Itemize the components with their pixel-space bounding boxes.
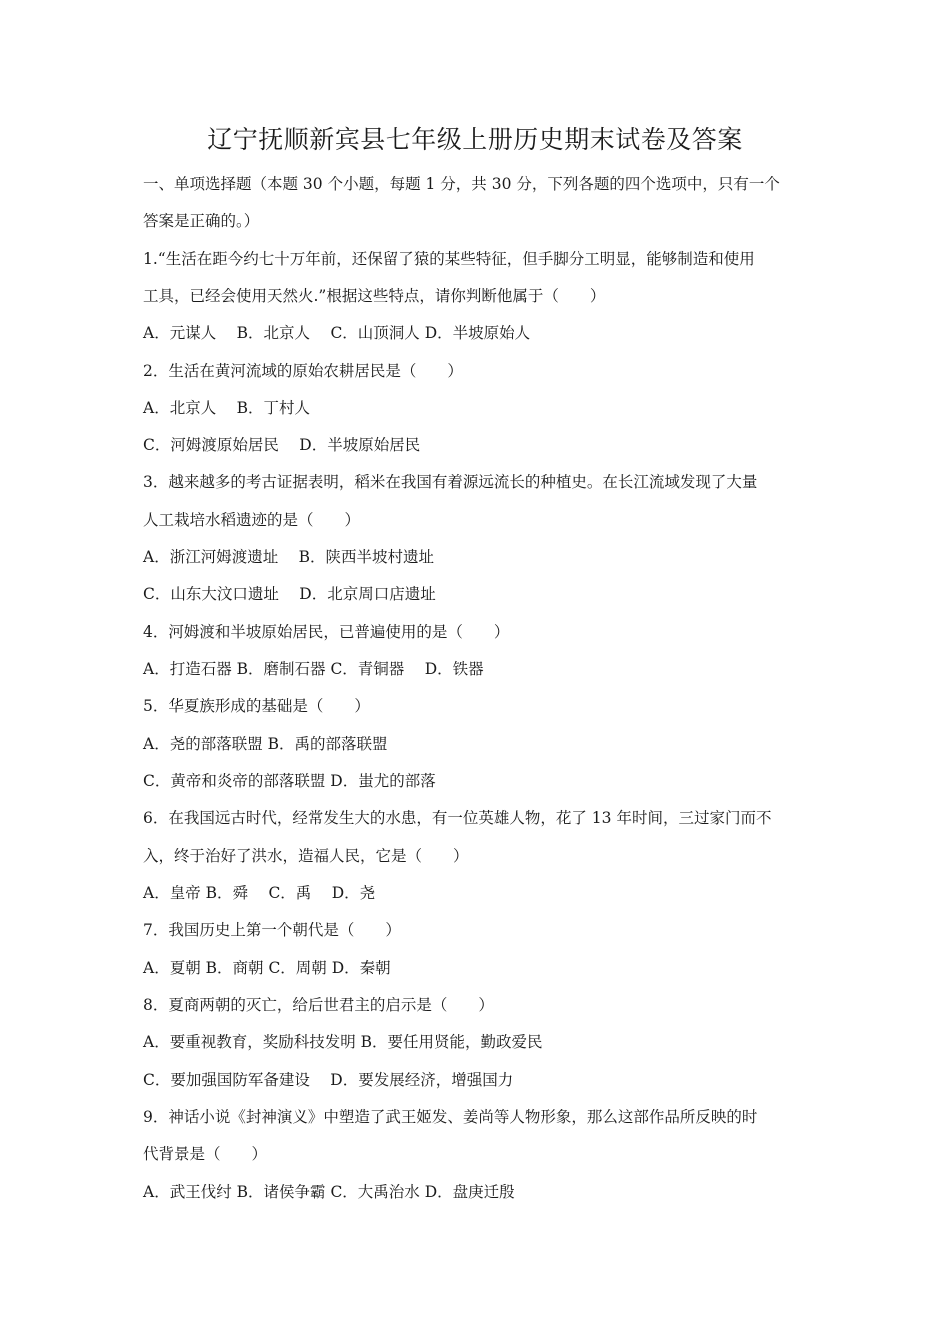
document-title: 辽宁抚顺新宾县七年级上册历史期末试卷及答案 — [207, 125, 743, 154]
question-8-options-continued: C．要加强国防军备建设 D．要发展经济，增强国力 — [143, 1071, 514, 1089]
question-7-stem: 7．我国历史上第一个朝代是（ ） — [143, 921, 401, 939]
question-3-options: A．浙江河姆渡遗址 B．陕西半坡村遗址 — [143, 548, 435, 566]
question-3-stem: 3．越来越多的考古证据表明，稻米在我国有着源远流长的种植史。在长江流域发现了大量 — [143, 473, 758, 491]
question-2-options: A．北京人 B．丁村人 — [143, 399, 311, 417]
question-6-stem-continued: 入，终于治好了洪水，造福人民，它是（ ） — [143, 847, 469, 865]
question-9-stem: 9．神话小说《封神演义》中塑造了武王姬发、姜尚等人物形象，那么这部作品所反映的时 — [143, 1108, 758, 1126]
question-1-options: A．元谋人 B．北京人 C．山顶洞人 D．半坡原始人 — [143, 324, 531, 342]
question-8-stem: 8．夏商两朝的灭亡，给后世君主的启示是（ ） — [143, 996, 494, 1014]
question-1-stem: 1.“生活在距今约七十万年前，还保留了猿的某些特征，但手脚分工明显，能够制造和使用 — [143, 250, 755, 268]
question-6-stem: 6．在我国远古时代，经常发生大的水患，有一位英雄人物，花了 13 年时间，三过家门而不 — [143, 809, 772, 827]
question-6-options: A．皇帝 B．舜 C．禹 D．尧 — [143, 884, 376, 902]
question-5-stem: 5．华夏族形成的基础是（ ） — [143, 697, 370, 715]
question-3-stem-continued: 人工栽培水稻遗迹的是（ ） — [143, 511, 361, 529]
question-5-options: A．尧的部落联盟 B．禹的部落联盟 — [143, 735, 388, 753]
section-heading-continued: 答案是正确的。） — [143, 212, 260, 230]
question-9-options: A．武王伐纣 B．诸侯争霸 C．大禹治水 D．盘庚迁殷 — [143, 1183, 515, 1201]
section-heading: 一、单项选择题（本题 30 个小题，每题 1 分，共 30 分，下列各题的四个选项中，只有一个 — [143, 175, 780, 193]
question-8-options: A．要重视教育，奖励科技发明 B．要任用贤能，勤政爱民 — [143, 1033, 543, 1051]
question-5-options-continued: C．黄帝和炎帝的部落联盟 D．蚩尤的部落 — [143, 772, 436, 790]
question-9-stem-continued: 代背景是（ ） — [143, 1145, 268, 1163]
question-4-stem: 4．河姆渡和半坡原始居民，已普遍使用的是（ ） — [143, 623, 510, 641]
question-2-stem: 2．生活在黄河流域的原始农耕居民是（ ） — [143, 362, 463, 380]
question-3-options-continued: C．山东大汶口遗址 D．北京周口店遗址 — [143, 585, 436, 603]
question-7-options: A．夏朝 B．商朝 C．周朝 D．秦朝 — [143, 959, 391, 977]
question-1-stem-continued: 工具，已经会使用天然火.”根据这些特点，请你判断他属于（ ） — [143, 287, 606, 305]
question-2-options-continued: C．河姆渡原始居民 D．半坡原始居民 — [143, 436, 421, 454]
question-4-options: A．打造石器 B．磨制石器 C．青铜器 D．铁器 — [143, 660, 484, 678]
